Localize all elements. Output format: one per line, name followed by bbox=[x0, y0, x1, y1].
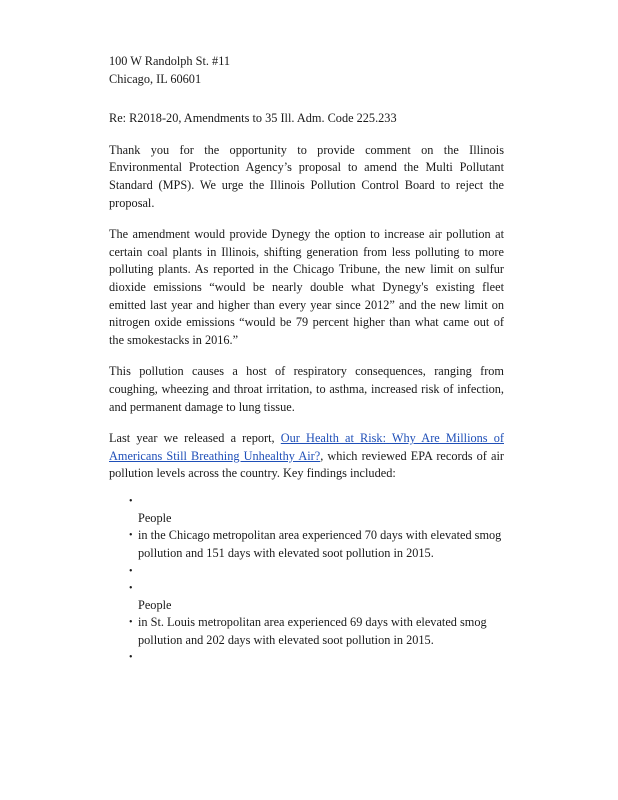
finding-1-label: People bbox=[138, 510, 172, 525]
list-item bbox=[109, 563, 504, 580]
address-line-1: 100 W Randolph St. #11 bbox=[109, 54, 231, 68]
list-item bbox=[109, 527, 504, 562]
bullet-icon: • bbox=[129, 565, 133, 577]
bullet-icon: • bbox=[129, 495, 133, 507]
finding-2-text: in St. Louis metropolitan area experienced 69 days with elevated smog pollution and 202 days with elevated soot pollution in 2015. bbox=[138, 615, 487, 647]
paragraph-report bbox=[109, 430, 504, 483]
list-item bbox=[109, 580, 504, 597]
letter-body bbox=[109, 53, 504, 666]
list-item bbox=[109, 614, 504, 649]
re-line: Re: R2018-20, Amendments to 35 Ill. Adm. Code 225.233 bbox=[109, 111, 397, 126]
mailing-address bbox=[109, 53, 504, 88]
list-item bbox=[109, 649, 504, 666]
findings-list bbox=[109, 493, 504, 667]
list-item bbox=[109, 597, 504, 615]
bullet-icon: • bbox=[129, 617, 133, 629]
bullet-icon: • bbox=[129, 582, 133, 594]
paragraph-intro: Thank you for the opportunity to provide comment on the Illinois Environmental Protection Agency’s proposal to amend the Multi Pollutant Standard (MPS). We urge the Illinois Pollution Control Board to reject the proposal. bbox=[109, 142, 504, 210]
report-text-after: , which reviewed EPA records of air pollution levels across the country. Key findings included: bbox=[109, 448, 504, 481]
paragraph-amendment: The amendment would provide Dynegy the option to increase air pollution at certain coal plants in Illinois, shifting generation from less polluting to more polluting plants. As reported in the Chicago Tribune, the new limit on sulfur dioxide emissions “would be nearly double what Dynegy's existing fleet emitted last year and higher than every year since 2012” and the new limit on nitrogen oxide emissions “would be 79 percent higher than what came out of the smokestacks in 2016.” bbox=[109, 227, 504, 347]
report-text-before: Last year we released a report, bbox=[109, 431, 281, 446]
report-link[interactable]: Our Health at Risk: Why Are Millions of Americans Still Breathing Unhealthy Air? bbox=[109, 431, 504, 463]
finding-2-label: People bbox=[138, 597, 172, 612]
finding-1-text: in the Chicago metropolitan area experienced 70 days with elevated smog pollution and 151 days with elevated soot pollution in 2015. bbox=[138, 528, 502, 561]
paragraph-pollution: This pollution causes a host of respiratory consequences, ranging from coughing, wheezing and throat irritation, to asthma, increased risk of infection, and permanent damage to lung tissue. bbox=[109, 364, 504, 414]
list-item bbox=[109, 510, 504, 528]
list-item bbox=[109, 493, 504, 510]
bullet-icon: • bbox=[129, 530, 133, 542]
address-line-2: Chicago, IL 60601 bbox=[109, 71, 202, 86]
bullet-icon: • bbox=[129, 652, 133, 664]
